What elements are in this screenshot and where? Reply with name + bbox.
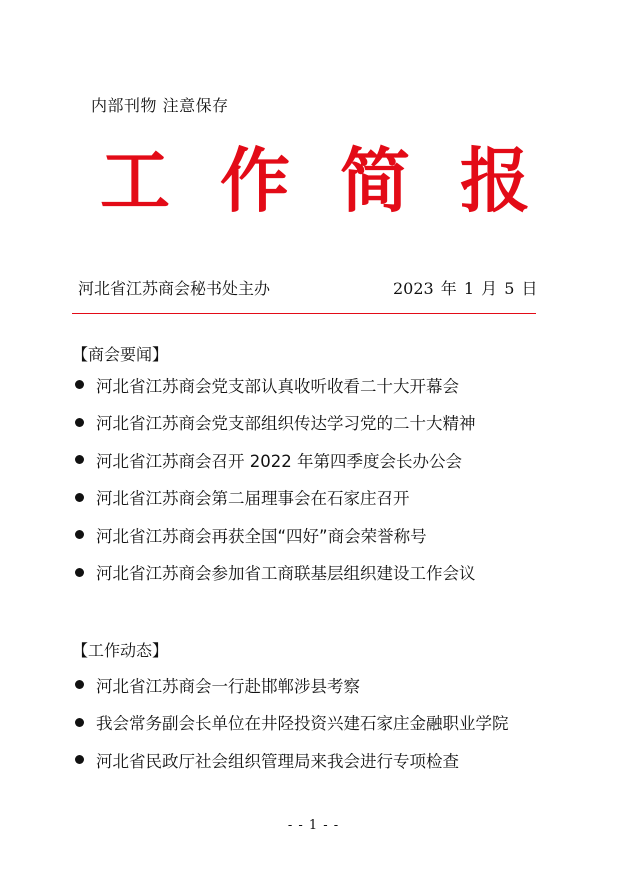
section-heading-work: 【工作动态】 [72, 641, 169, 660]
list-item-text: 河北省江苏商会再获全国“四好”商会荣誉称号 [96, 526, 427, 546]
masthead-char: 报 [460, 139, 530, 222]
bullet-icon [75, 680, 84, 689]
bullet-icon [75, 755, 84, 764]
list-item [72, 741, 509, 779]
list-item [72, 554, 476, 592]
bullet-icon [75, 418, 84, 427]
masthead-char: 作 [220, 139, 290, 222]
work-list [72, 666, 509, 779]
list-item [72, 704, 509, 742]
page-number: - - 1 - - [287, 818, 340, 833]
list-item [72, 666, 509, 704]
list-item-text: 河北省江苏商会参加省工商联基层组织建设工作会议 [96, 564, 476, 584]
notice-label: 内部刊物 注意保存 [91, 96, 229, 115]
header-divider [72, 313, 536, 314]
list-item-text: 我会常务副会长单位在井陉投资兴建石家庄金融职业学院 [96, 714, 509, 734]
list-item-text: 河北省江苏商会第二届理事会在石家庄召开 [96, 489, 410, 509]
list-item-text: 河北省江苏商会党支部组织传达学习党的二十大精神 [96, 414, 476, 434]
section-heading-news: 【商会要闻】 [72, 345, 169, 364]
list-item-text: 河北省江苏商会党支部认真收听收看二十大开幕会 [96, 376, 459, 396]
bullet-icon [75, 380, 84, 389]
masthead-title [100, 138, 530, 224]
masthead-char: 简 [340, 139, 410, 222]
news-list [72, 366, 476, 591]
list-item-text: 河北省江苏商会召开 2022 年第四季度会长办公会 [96, 451, 462, 471]
list-item [72, 366, 476, 404]
issuer-label: 河北省江苏商会秘书处主办 [78, 279, 271, 298]
bullet-icon [75, 530, 84, 539]
issue-date: 2023 年 1 月 5 日 [393, 279, 538, 298]
list-item [72, 441, 476, 479]
bullet-icon [75, 718, 84, 727]
list-item-text: 河北省民政厅社会组织管理局来我会进行专项检查 [96, 751, 459, 771]
bullet-icon [75, 455, 84, 464]
list-item [72, 479, 476, 517]
list-item-text: 河北省江苏商会一行赴邯郸涉县考察 [96, 676, 360, 696]
masthead-char: 工 [100, 139, 170, 222]
list-item [72, 516, 476, 554]
list-item [72, 404, 476, 442]
bullet-icon [75, 493, 84, 502]
bullet-icon [75, 568, 84, 577]
